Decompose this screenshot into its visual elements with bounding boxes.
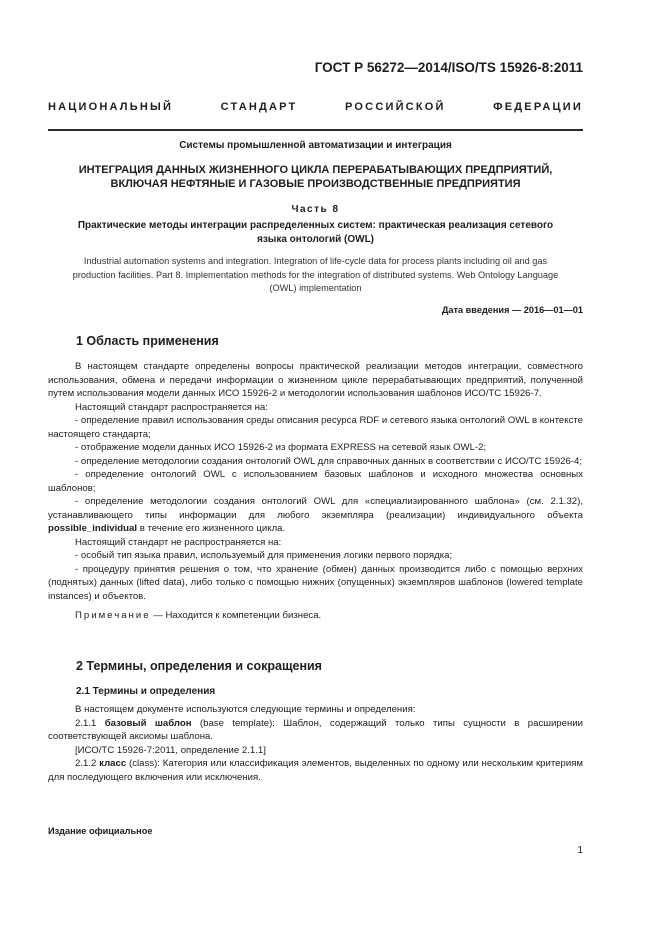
- main-title: [48, 163, 583, 191]
- english-title: [48, 255, 583, 296]
- series-title: Системы промышленной автоматизации и интеграция: [179, 140, 452, 151]
- list-item: - процедуру принятия решения о том, что хранение (обмен) данных производится либо с помощью верхних (поднятых) данных (lifted data), либо только с помощью нижних (опущенных) экземпляров шаблонов (lowered template instances) и объектов.: [48, 563, 583, 602]
- note: [48, 609, 583, 623]
- page-number: 1: [577, 845, 583, 856]
- main-title-line: ВКЛЮЧАЯ НЕФТЯНЫЕ И ГАЗОВЫЕ ПРОИЗВОДСТВЕННЫЕ ПРЕДПРИЯТИЯ: [110, 178, 521, 190]
- list-item: - определение онтологий OWL с использованием базовых шаблонов и исходного множества основных шаблонов;: [48, 469, 583, 494]
- paragraph: Настоящий стандарт распространяется на:: [75, 401, 268, 413]
- term-base-template: базовый шаблон: [104, 717, 192, 729]
- note-label: Примечание: [75, 610, 151, 621]
- section-1-body: [48, 360, 583, 623]
- introduction-date: Дата введения — 2016—01—01: [441, 305, 583, 315]
- section-2-body: [48, 703, 583, 784]
- paragraph: Настоящий стандарт не распространяется на:: [75, 536, 282, 548]
- list-item: - отображение модели данных ИСО 15926-2 из формата EXPRESS на сетевой язык OWL-2;: [75, 442, 487, 453]
- section-1-heading: 1 Область применения: [76, 334, 219, 348]
- official-edition-label: Издание официальное: [48, 826, 153, 836]
- term-possible-individual: possible_individual: [48, 523, 138, 534]
- term-text: (class): Категория или классификация элементов, выделенных по одному или нескольким критериям для последующего включения или исключения.: [48, 758, 583, 783]
- term-class: класс: [99, 758, 127, 769]
- part-title-line: Практические методы интеграции распределенных систем: практическая реализация сетевого: [77, 220, 554, 231]
- english-title-line: (OWL) implementation: [269, 283, 362, 293]
- term-number: 2.1.1: [75, 717, 105, 729]
- section-2-1-heading: 2.1 Термины и определения: [76, 686, 216, 697]
- text-run: - определение методологии создания онтологий OWL для «специализированного шаблона» (см. 2.1.32), устанавливающего типы информации для любого экземпляра (реализации) индивидуального объекта: [48, 496, 583, 521]
- paragraph: В настоящем стандарте определены вопросы практической реализации методов интеграции, совместного использования, обмена и передачи информации о жизненном цикле перерабатывающих предприятий, полученной путем использования модели данных ИСО 15926-2 и методологии использования шаблонов ИСО/ТС 15926-7.: [48, 361, 583, 399]
- list-item: [48, 495, 583, 536]
- term-number: 2.1.2: [75, 758, 100, 769]
- term-definition: [48, 757, 583, 784]
- note-text: — Находится к компетенции бизнеса.: [150, 610, 322, 621]
- english-title-line: production facilities. Part 8. Implementation methods for the integration of distributed systems. Web Ontology Language: [72, 269, 559, 280]
- main-title-line: ИНТЕГРАЦИЯ ДАННЫХ ЖИЗНЕННОГО ЦИКЛА ПЕРЕРАБАТЫВАЮЩИХ ПРЕДПРИЯТИЙ,: [78, 164, 553, 176]
- part-label: Часть 8: [291, 204, 340, 215]
- list-item: - особый тип языка правил, используемый для применения логики первого порядка;: [75, 550, 453, 561]
- english-title-line: Industrial automation systems and integration. Integration of life-cycle data for process plants including oil and gas: [83, 256, 548, 266]
- paragraph: В настоящем документе используются следующие термины и определения:: [75, 704, 416, 715]
- term-reference: [ИСО/ТС 15926-7:2011, определение 2.1.1]: [75, 744, 266, 756]
- term-text: (base template): Шаблон, содержащий только типы сущности в расширении соответствующей аксиомы шаблона.: [48, 717, 583, 742]
- term-definition: [48, 717, 583, 744]
- part-title: [48, 219, 583, 247]
- section-2-heading: 2 Термины, определения и сокращения: [76, 659, 322, 673]
- list-item: - определение методологии создания онтологий OWL для справочных данных в соответствии с ИСО/ТС 15926-4;: [75, 455, 583, 467]
- list-item: - определение правил использования среды описания ресурса RDF и сетевого языка онтологий OWL в контексте настоящего стандарта;: [48, 415, 583, 440]
- document-code: ГОСТ Р 56272—2014/ISO/TS 15926-8:2011: [314, 60, 583, 75]
- part-title-line: языка онтологий (OWL): [256, 234, 375, 245]
- national-standard-banner: НАЦИОНАЛЬНЫЙ СТАНДАРТ РОССИЙСКОЙ ФЕДЕРАЦИИ: [48, 101, 583, 113]
- text-run: в течение его жизненного цикла.: [137, 523, 286, 534]
- header-divider: [48, 129, 583, 131]
